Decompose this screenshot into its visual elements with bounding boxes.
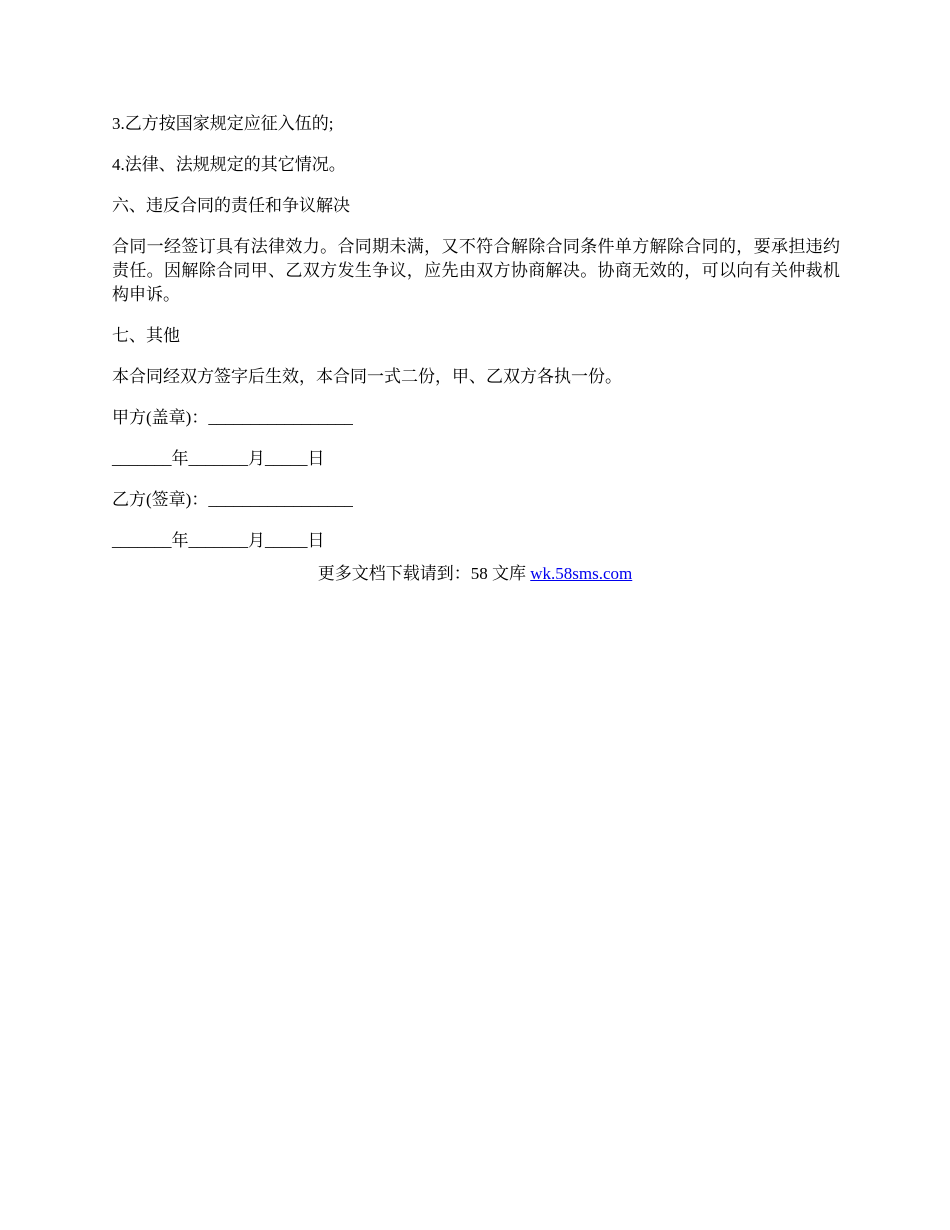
download-footer	[0, 562, 950, 586]
footer-link[interactable]: wk.58sms.com	[530, 564, 633, 583]
clause-3-text: 3.乙方按国家规定应征入伍的;	[112, 114, 334, 133]
party-a-date-line: _______年_______月_____日	[112, 449, 325, 468]
section-6-body: 合同一经签订具有法律效力。合同期未满，又不符合解除合同条件单方解除合同的，要承担违约责任。因解除合同甲、乙双方发生争议，应先由双方协商解决。协商无效的，可以向有关仲裁机构申诉。	[112, 237, 840, 304]
section-6-heading: 六、违反合同的责任和争议解决	[112, 196, 350, 215]
party-b-signature-line: 乙方(签章)：_________________	[112, 490, 353, 509]
footer-text: 更多文档下载请到：58 文库	[317, 564, 531, 583]
clause-4-text: 4.法律、法规规定的其它情况。	[112, 155, 346, 174]
section-7-body: 本合同经双方签字后生效，本合同一式二份，甲、乙双方各执一份。	[112, 367, 622, 386]
document-body	[112, 112, 840, 570]
party-b-date-line: _______年_______月_____日	[112, 531, 325, 550]
section-7-heading: 七、其他	[112, 326, 180, 345]
party-a-signature-line: 甲方(盖章)：_________________	[112, 408, 353, 427]
